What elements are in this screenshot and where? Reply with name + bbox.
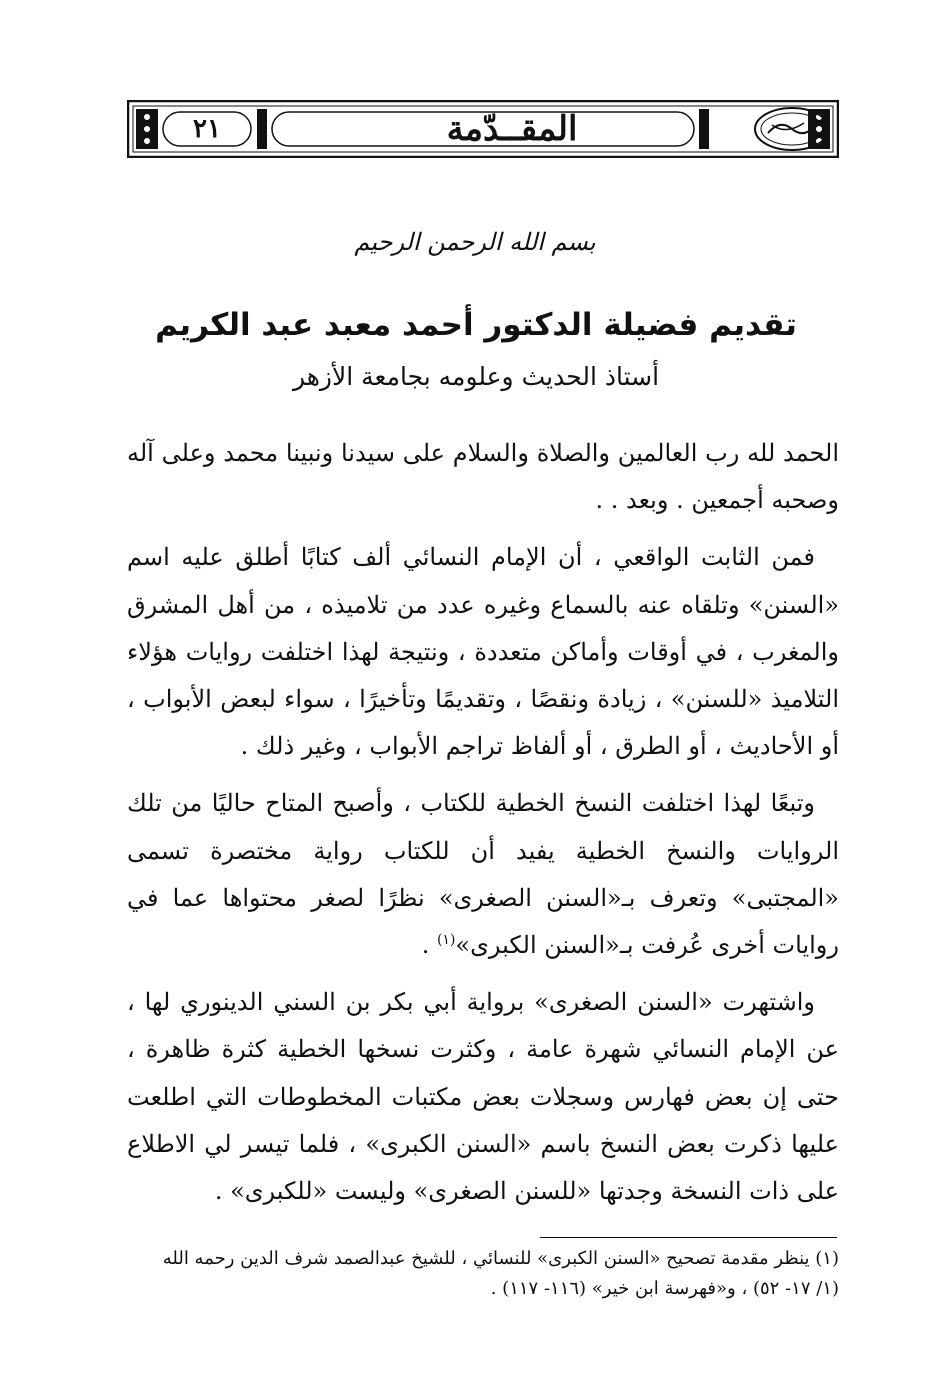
header-title: المقــدّمة (446, 109, 578, 149)
book-seal-logo (752, 105, 832, 153)
paragraph: فمن الثابت الواقعي ، أن الإمام النسائي ألف كتابًا أطلق عليه اسم «السنن» وتلقاه عنه بالسماع وغيره عدد من تلاميذه ، من أهل المشرق والمغرب ، في أوقات وأماكن متعددة ، ونتيجة لهذا اختلفت روايات هؤلاء التلاميذ «للسنن» ، زيادة ونقصًا ، وتقديمًا وتأخيرًا ، سواء لبعض الأبواب ، أو الأحاديث ، أو الطرق ، أو ألفاظ تراجم الأبواب ، وغير ذلك . (127, 543, 839, 761)
paragraph-end: . (421, 931, 437, 960)
footnote (127, 1244, 839, 1304)
page-number: ٢١ (193, 114, 221, 144)
paragraph: الحمد لله رب العالمين والصلاة والسلام على سيدنا ونبينا محمد وعلى آله وصحبه أجمعين . وبعد . . (127, 439, 839, 515)
author-affiliation: أستاذ الحديث وعلومه بجامعة الأزهر (292, 362, 660, 391)
paragraph-text: وتبعًا لهذا اختلفت النسخ الخطية للكتاب ، وأصبح المتاح حاليًا من تلك الروايات والنسخ الخطية يفيد أن للكتاب رواية مختصرة تسمى «المجتبى» وتعرف بـ«السنن الصغرى» نظرًا لصغر محتواها عما في روايات أخرى عُرفت بـ«السنن الكبرى» (127, 789, 839, 960)
paragraph (127, 780, 839, 969)
footnote-line: (١) ينظر مقدمة تصحيح «السنن الكبرى» للنسائي ، للشيخ عبدالصمد شرف الدين رحمه الله (162, 1248, 839, 1269)
footnote-reference[interactable]: (١) (436, 932, 456, 949)
footnote-separator (540, 1237, 837, 1238)
footnote-line: (١/ ١٧- ٥٢) ، و«فهرسة ابن خير» (١١٦- ١١٧) . (490, 1278, 839, 1299)
paragraph: واشتهرت «السنن الصغرى» برواية أبي بكر بن السني الدينوري لها ، عن الإمام النسائي شهرة عامة ، وكثرت نسخها الخطية كثرة ظاهرة ، حتى إن بعض فهارس وسجلات بعض مكتبات المخطوطات التي اطلعت عليها ذكرت بعض النسخ باسم «السنن الكبرى» ، فلما تيسر لي الاطلاع على ذات النسخة وجدتها «للسنن الصغرى» وليست «للكبرى» . (127, 988, 839, 1206)
main-text (127, 430, 839, 1225)
introduction-heading: تقديم فضيلة الدكتور أحمد معبد عبد الكريم (155, 307, 797, 343)
basmala: بسم الله الرحمن الرحيم (354, 228, 596, 256)
running-header (127, 100, 839, 158)
